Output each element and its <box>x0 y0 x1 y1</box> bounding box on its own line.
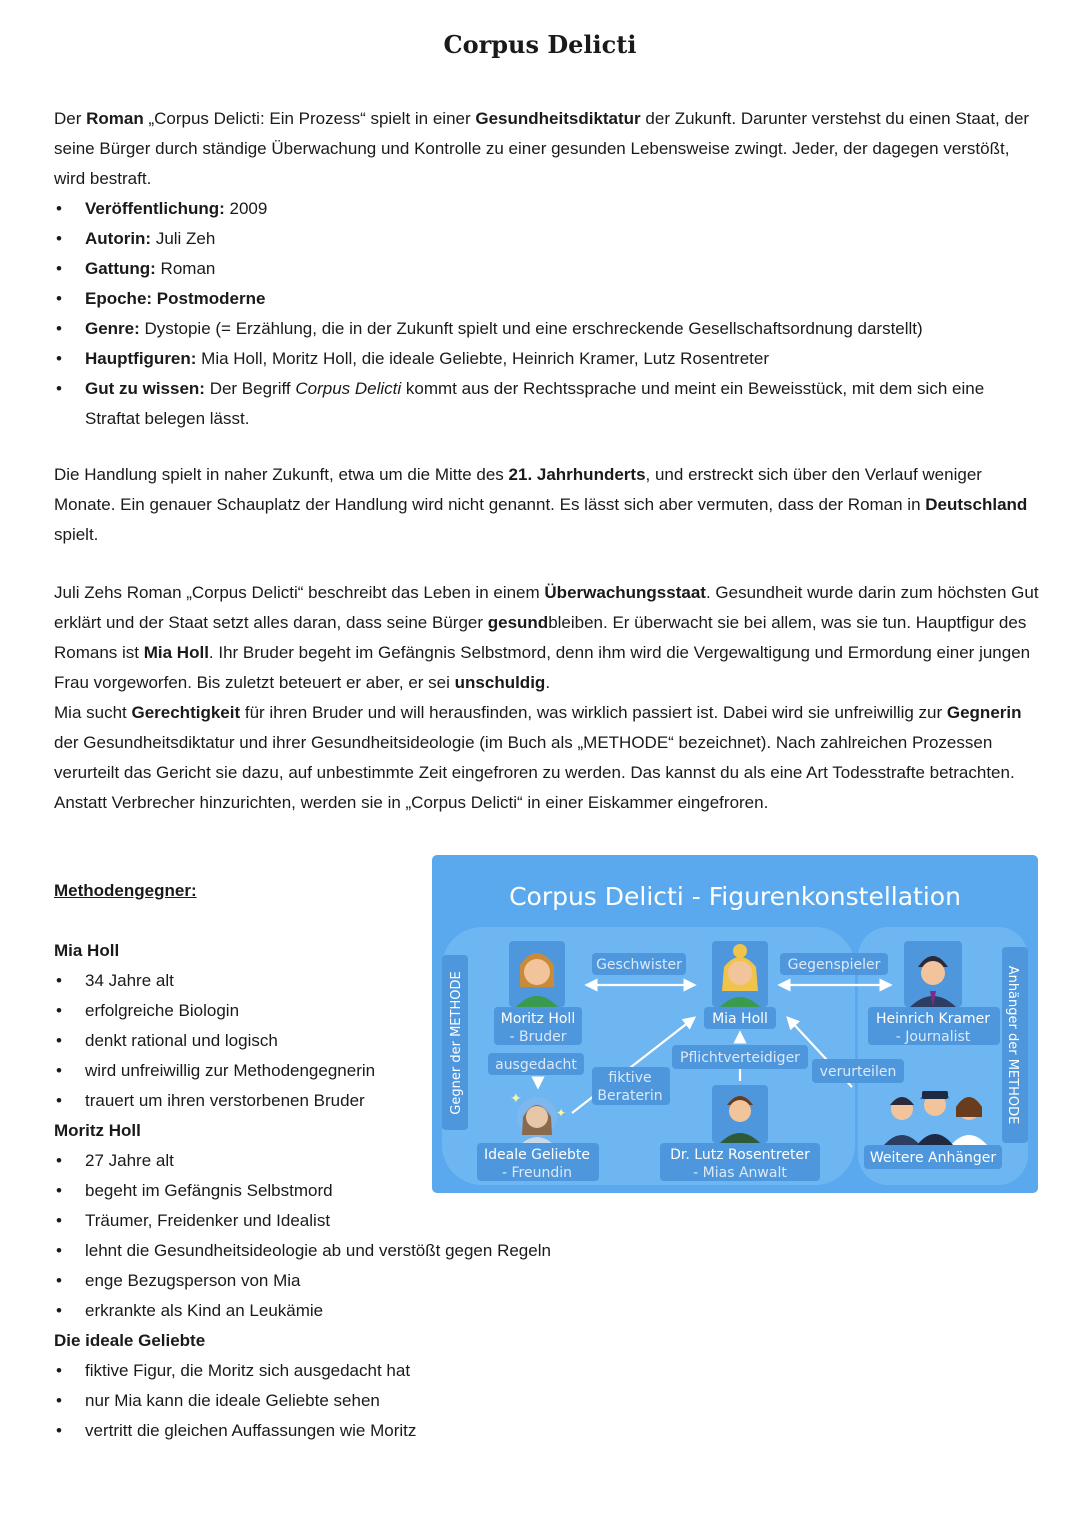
fact-main-characters: • Hauptfiguren: Mia Holl, Moritz Holl, die ideale Geliebte, Heinrich Kramer, Lutz Rosentreter <box>54 344 1034 374</box>
moritz-avatar-icon <box>509 941 565 1007</box>
moritz-name: Moritz Holl <box>500 1011 576 1027</box>
kramer-avatar-icon <box>904 941 962 1007</box>
list-item: • trauert um ihren verstorbenen Bruder <box>54 1086 614 1116</box>
character-constellation-diagram <box>432 855 1038 1193</box>
summary-paragraph: Juli Zehs Roman „Corpus Delicti“ beschreibt das Leben in einem Überwachungsstaat. Gesundheit wurde darin zum höchsten Gut erklärt und der Staat setzt alles daran, dass seine Bürger gesundbleiben. Er überwacht sie bei allem, was sie tun. Hauptfigur des Romans ist Mia Holl. Ihr Bruder begeht im Gefängnis Selbstmord, denn ihm wird die Vergewaltigung und Ermordung einer jungen Frau vorgeworfen. Bis zuletzt beteuert er aber, er sei unschuldig. <box>54 583 1039 692</box>
right-side-label: Anhänger der METHODE <box>1005 965 1020 1125</box>
intro-section <box>54 104 1034 434</box>
rel-fictive-label-2: Beraterin <box>597 1088 663 1104</box>
summary-section <box>54 578 1044 818</box>
rel-siblings-label: Geschwister <box>596 957 682 973</box>
list-item: • nur Mia kann die ideale Geliebte sehen <box>54 1386 614 1416</box>
rel-fictive-label: fiktive <box>608 1070 652 1086</box>
facts-list <box>54 194 1034 434</box>
moritz-heading: Moritz Holl <box>54 1121 141 1140</box>
list-item: • erfolgreiche Biologin <box>54 996 614 1026</box>
lover-name: Ideale Geliebte <box>483 1147 591 1163</box>
kramer-name: Heinrich Kramer <box>875 1011 991 1027</box>
fact-publication: • Veröffentlichung: 2009 <box>54 194 1034 224</box>
list-item: • Träumer, Freidenker und Idealist <box>54 1206 614 1236</box>
mia-name: Mia Holl <box>712 1011 768 1027</box>
followers-name: Weitere Anhänger <box>869 1150 997 1166</box>
lover-role: - Freundin <box>502 1165 572 1181</box>
page-title: Corpus Delicti <box>443 30 637 59</box>
rel-condemn-label: verurteilen <box>819 1064 897 1080</box>
svg-text:✦: ✦ <box>510 1091 522 1107</box>
list-item: • enge Bezugsperson von Mia <box>54 1266 614 1296</box>
list-item: • wird unfreiwillig zur Methodengegnerin <box>54 1056 614 1086</box>
lover-list <box>54 1356 614 1446</box>
list-item: • begeht im Gefängnis Selbstmord <box>54 1176 614 1206</box>
fact-epoch: • Epoche: Postmoderne <box>54 284 1034 314</box>
rel-invented-label: ausgedacht <box>495 1057 577 1073</box>
lutz-name: Dr. Lutz Rosentreter <box>670 1147 810 1163</box>
moritz-role: - Bruder <box>509 1029 567 1045</box>
rel-opponent-label: Gegenspieler <box>787 957 881 973</box>
intro-paragraph: Der Roman „Corpus Delicti: Ein Prozess“ spielt in einer Gesundheitsdiktatur der Zukunft. Darunter verstehst du einen Staat, der seine Bürger durch ständige Überwachung und Kontrolle zu einer gesunden Lebensweise zwingt. Jeder, der dagegen verstößt, wird bestraft. <box>54 109 1030 188</box>
mia-avatar-icon <box>712 941 768 1007</box>
svg-text:✦: ✦ <box>556 1106 567 1120</box>
list-item: • 34 Jahre alt <box>54 966 614 996</box>
setting-paragraph: Die Handlung spielt in naher Zukunft, etwa um die Mitte des 21. Jahrhunderts, und erstreckt sich über den Verlauf weniger Monate. Ein genauer Schauplatz der Handlung wird nicht genannt. Es lässt sich aber vermuten, dass der Roman in Deutschland spielt. <box>54 465 1028 544</box>
list-item: • lehnt die Gesundheitsideologie ab und verstößt gegen Regeln <box>54 1236 614 1266</box>
fact-genre: • Genre: Dystopie (= Erzählung, die in der Zukunft spielt und eine erschreckende Gesellschaftsordnung darstellt) <box>54 314 1034 344</box>
lutz-role: - Mias Anwalt <box>693 1165 787 1181</box>
diagram-title: Corpus Delicti - Figurenkonstellation <box>509 882 961 911</box>
summary-paragraph-2: Mia sucht Gerechtigkeit für ihren Bruder und will herausfinden, was wirklich passiert ist. Dabei wird sie unfreiwillig zur Gegnerin der Gesundheitsdiktatur und ihrer Gesundheitsideologie (im Buch als „METHODE“ bezeichnet). Nach zahlreichen Prozessen verurteilt das Gericht sie dazu, auf unbestimmte Zeit eingefroren zu werden. Das kannst du als eine Art Todesstrafte betrachten. Anstatt Verbrecher hinzurichten, werden sie in „Corpus Delicti“ in einer Eiskammer eingefroren. <box>54 703 1022 812</box>
fact-good-to-know: • Gut zu wissen: Der Begriff Corpus Delicti kommt aus der Rechtssprache und meint ein Beweisstück, mit dem sich eine Straftat belegen lässt. <box>54 374 1034 434</box>
list-item: • erkrankte als Kind an Leukämie <box>54 1296 614 1326</box>
fact-author: • Autorin: Juli Zeh <box>54 224 1034 254</box>
left-side-label: Gegner der METHODE <box>449 971 464 1115</box>
opponents-heading: Methodengegner: <box>54 881 197 900</box>
lover-heading: Die ideale Geliebte <box>54 1331 206 1350</box>
list-item: • fiktive Figur, die Moritz sich ausgedacht hat <box>54 1356 614 1386</box>
list-item: • vertritt die gleichen Auffassungen wie Moritz <box>54 1416 614 1446</box>
mia-heading: Mia Holl <box>54 941 120 960</box>
kramer-role: - Journalist <box>895 1029 971 1045</box>
list-item: • 27 Jahre alt <box>54 1146 614 1176</box>
list-item: • denkt rational und logisch <box>54 1026 614 1056</box>
fact-genre-type: • Gattung: Roman <box>54 254 1034 284</box>
rel-defender-label: Pflichtverteidiger <box>680 1050 800 1066</box>
lutz-avatar-icon <box>712 1085 768 1143</box>
